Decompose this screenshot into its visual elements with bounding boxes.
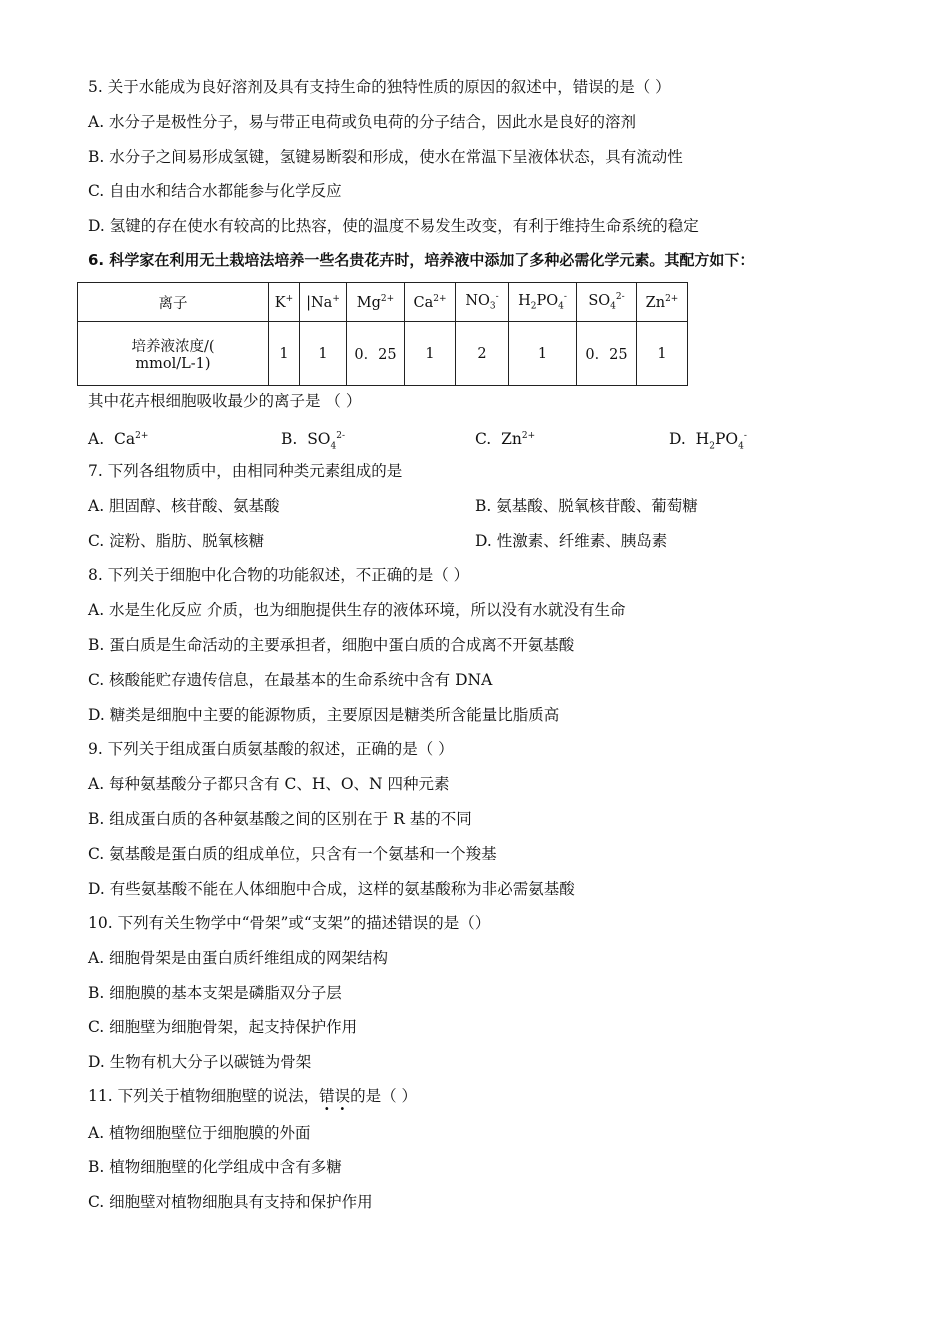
table-cell-ion: K+ <box>269 283 300 322</box>
q6-option-a: A. $Ca^{2+}$ <box>88 430 149 449</box>
q11-option-a: A. 植物细胞壁位于细胞膜的外面 <box>88 1124 311 1142</box>
q7-stem: 7. 下列各组物质中，由相同种类元素组成的是 <box>88 462 403 480</box>
table-cell-value: 1 <box>300 322 347 386</box>
table-cell-ion: $H_2PO_4^-$ <box>509 283 577 322</box>
q8-option-c: C. 核酸能贮存遗传信息，在最基本的生命系统中含有 DNA <box>88 671 493 689</box>
q5-option-c: C. 自由水和结合水都能参与化学反应 <box>88 182 342 200</box>
q9-option-a: A. 每种氨基酸分子都只含有 C、H、O、N 四种元素 <box>88 775 450 793</box>
q9-option-b: B. 组成蛋白质的各种氨基酸之间的区别在于 R 基的不同 <box>88 810 472 828</box>
q7-option-d: D. 性激素、纤维素、胰岛素 <box>475 532 668 550</box>
table-row <box>78 283 688 322</box>
table-cell-value: 2 <box>456 322 509 386</box>
q5-option-d: D. 氢键的存在使水有较高的比热容，使的温度不易发生改变，有利于维持生命系统的稳定 <box>88 217 699 235</box>
q10-option-b: B. 细胞膜的基本支架是磷脂双分子层 <box>88 984 342 1002</box>
q8-option-b: B. 蛋白质是生命活动的主要承担者，细胞中蛋白质的合成离不开氨基酸 <box>88 636 575 654</box>
table-cell-value: 0．25 <box>347 322 405 386</box>
q11-option-b: B. 植物细胞壁的化学组成中含有多糖 <box>88 1158 342 1176</box>
q9-option-c: C. 氨基酸是蛋白质的组成单位，只含有一个氨基和一个羧基 <box>88 845 497 863</box>
q6-question: 其中花卉根细胞吸收最少的离子是 （ ） <box>88 392 362 410</box>
q11-option-c: C. 细胞壁对植物细胞具有支持和保护作用 <box>88 1193 373 1211</box>
q10-option-d: D. 生物有机大分子以碳链为骨架 <box>88 1053 312 1071</box>
emphasis-char: 误 <box>334 1087 351 1105</box>
q6-option-b: B. $SO_4^{2-}$ <box>281 430 346 452</box>
table-header-concentration: 培养液浓度/( mmol/L-1) <box>78 322 269 386</box>
table-row <box>78 322 688 386</box>
table-cell-ion: |Na+ <box>300 283 347 322</box>
table-header-ion: 离子 <box>78 283 269 322</box>
q8-option-a: A. 水是生化反应 介质，也为细胞提供生存的液体环境，所以没有水就没有生命 <box>88 601 626 619</box>
q7-option-c: C. 淀粉、脂肪、脱氧核糖 <box>88 532 265 550</box>
q10-option-c: C. 细胞壁为细胞骨架，起支持保护作用 <box>88 1018 358 1036</box>
emphasis-char: 错 <box>319 1087 335 1105</box>
q7-option-a: A. 胆固醇、核苷酸、氨基酸 <box>88 497 280 515</box>
table-cell-ion: $Ca^{2+}$ <box>405 283 456 322</box>
q5-option-a: A. 水分子是极性分子，易与带正电荷或负电荷的分子结合，因此水是良好的溶剂 <box>88 113 637 131</box>
q10-option-a: A. 细胞骨架是由蛋白质纤维组成的网架结构 <box>88 949 389 967</box>
table-cell-ion: $Mg^{2+}$ <box>347 283 405 322</box>
table-cell-ion: $SO_4^{2-}$ <box>577 283 637 322</box>
table-cell-value: 0．25 <box>577 322 637 386</box>
q10-stem: 10. 下列有关生物学中“骨架”或“支架”的描述错误的是（） <box>88 914 491 932</box>
q8-stem: 8. 下列关于细胞中化合物的功能叙述，不正确的是（ ） <box>88 566 470 584</box>
q6-stem: 6. 科学家在利用无土栽培法培养一些名贵花卉时，培养液中添加了多种必需化学元素。其配方如下： <box>88 251 755 269</box>
q5-stem: 5. 关于水能成为良好溶剂及具有支持生命的独特性质的原因的叙述中，错误的是（ ） <box>88 78 671 96</box>
q7-option-b: B. 氨基酸、脱氧核苷酸、葡萄糖 <box>475 497 698 515</box>
ion-concentration-table <box>77 282 688 386</box>
q9-option-d: D. 有些氨基酸不能在人体细胞中合成，这样的氨基酸称为非必需氨基酸 <box>88 880 575 898</box>
q6-option-d: D. $H_2PO_4^-$ <box>669 430 747 452</box>
q9-stem: 9. 下列关于组成蛋白质氨基酸的叙述，正确的是（ ） <box>88 740 454 758</box>
q6-option-c: C. $Zn^{2+}$ <box>475 430 536 449</box>
table-cell-value: 1 <box>269 322 300 386</box>
table-cell-value: 1 <box>637 322 688 386</box>
q11-stem: 11. 下列关于植物细胞壁的说法，错误的是（ ） <box>88 1087 418 1105</box>
q5-option-b: B. 水分子之间易形成氢键，氢键易断裂和形成，使水在常温下呈液体状态，具有流动性 <box>88 148 683 166</box>
table-cell-ion: $Zn^{2+}$ <box>637 283 688 322</box>
table-cell-value: 1 <box>509 322 577 386</box>
table-cell-value: 1 <box>405 322 456 386</box>
q8-option-d: D. 糖类是细胞中主要的能源物质，主要原因是糖类所含能量比脂质高 <box>88 706 560 724</box>
table-cell-ion: $NO_3^-$ <box>456 283 509 322</box>
